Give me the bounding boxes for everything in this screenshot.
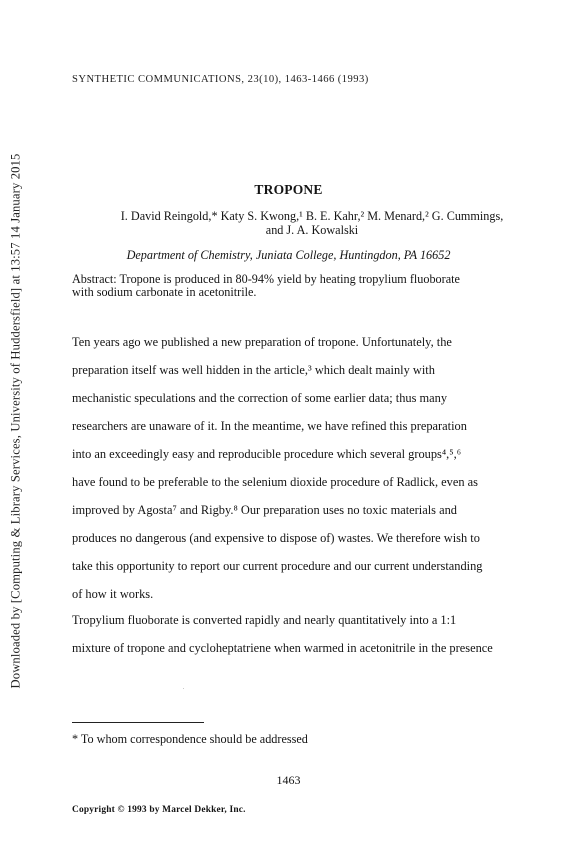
author-line-2: and J. A. Kowalski: [265, 222, 359, 237]
paragraph-2-line: mixture of tropone and cycloheptatriene when warmed in acetonitrile in the presence: [72, 641, 493, 655]
paragraph-2-line: Tropylium fluoborate is converted rapidly and nearly quantitatively into a 1:1: [72, 613, 457, 627]
footnote-divider: [72, 722, 204, 723]
paragraph-1-line: of how it works.: [72, 587, 154, 601]
abstract-line-1: Abstract: Tropone is produced in 80-94% yield by heating tropylium fluoborate: [72, 272, 460, 286]
paragraph-1-line: Ten years ago we published a new preparation of tropone. Unfortunately, the: [72, 335, 452, 349]
footnote: * To whom correspondence should be addressed: [72, 732, 308, 746]
page-number: 1463: [276, 773, 301, 787]
paragraph-1-line: improved by Agosta⁷ and Rigby.⁸ Our preparation uses no toxic materials and: [72, 503, 457, 517]
download-notice: Downloaded by [Computing & Library Services, University of Huddersfield] at 13:57 14 January 2015: [8, 153, 23, 689]
paragraph-1-line: take this opportunity to report our current procedure and our current understanding: [72, 559, 483, 573]
paragraph-1-line: into an exceedingly easy and reproducible procedure which several groups⁴,⁵,⁶: [72, 447, 462, 461]
affiliation: Department of Chemistry, Juniata College, Huntingdon, PA 16652: [126, 248, 451, 262]
abstract: [72, 273, 492, 300]
download-watermark: [0, 0, 32, 864]
paragraph-1-line: produces no dangerous (and expensive to dispose of) wastes. We therefore wish to: [72, 531, 480, 545]
paragraph-1-line: researchers are unaware of it. In the meantime, we have refined this preparation: [72, 419, 467, 433]
scan-speck: [183, 688, 184, 689]
author-line-1: I. David Reingold,* Katy S. Kwong,¹ B. E. Kahr,² M. Menard,² G. Cummings,: [120, 209, 504, 223]
abstract-line-2: with sodium carbonate in acetonitrile.: [72, 285, 257, 300]
paragraph-1-line: preparation itself was well hidden in the article,³ which dealt mainly with: [72, 363, 435, 377]
paragraph-1-line: have found to be preferable to the selenium dioxide procedure of Radlick, even as: [72, 475, 478, 489]
copyright-line: Copyright © 1993 by Marcel Dekker, Inc.: [72, 805, 246, 815]
paragraph-1-line: mechanistic speculations and the correction of some earlier data; thus many: [72, 391, 448, 405]
author-list: [72, 210, 552, 237]
journal-header: SYNTHETIC COMMUNICATIONS, 23(10), 1463-1466 (1993): [72, 74, 369, 85]
article-title: TROPONE: [254, 182, 323, 197]
